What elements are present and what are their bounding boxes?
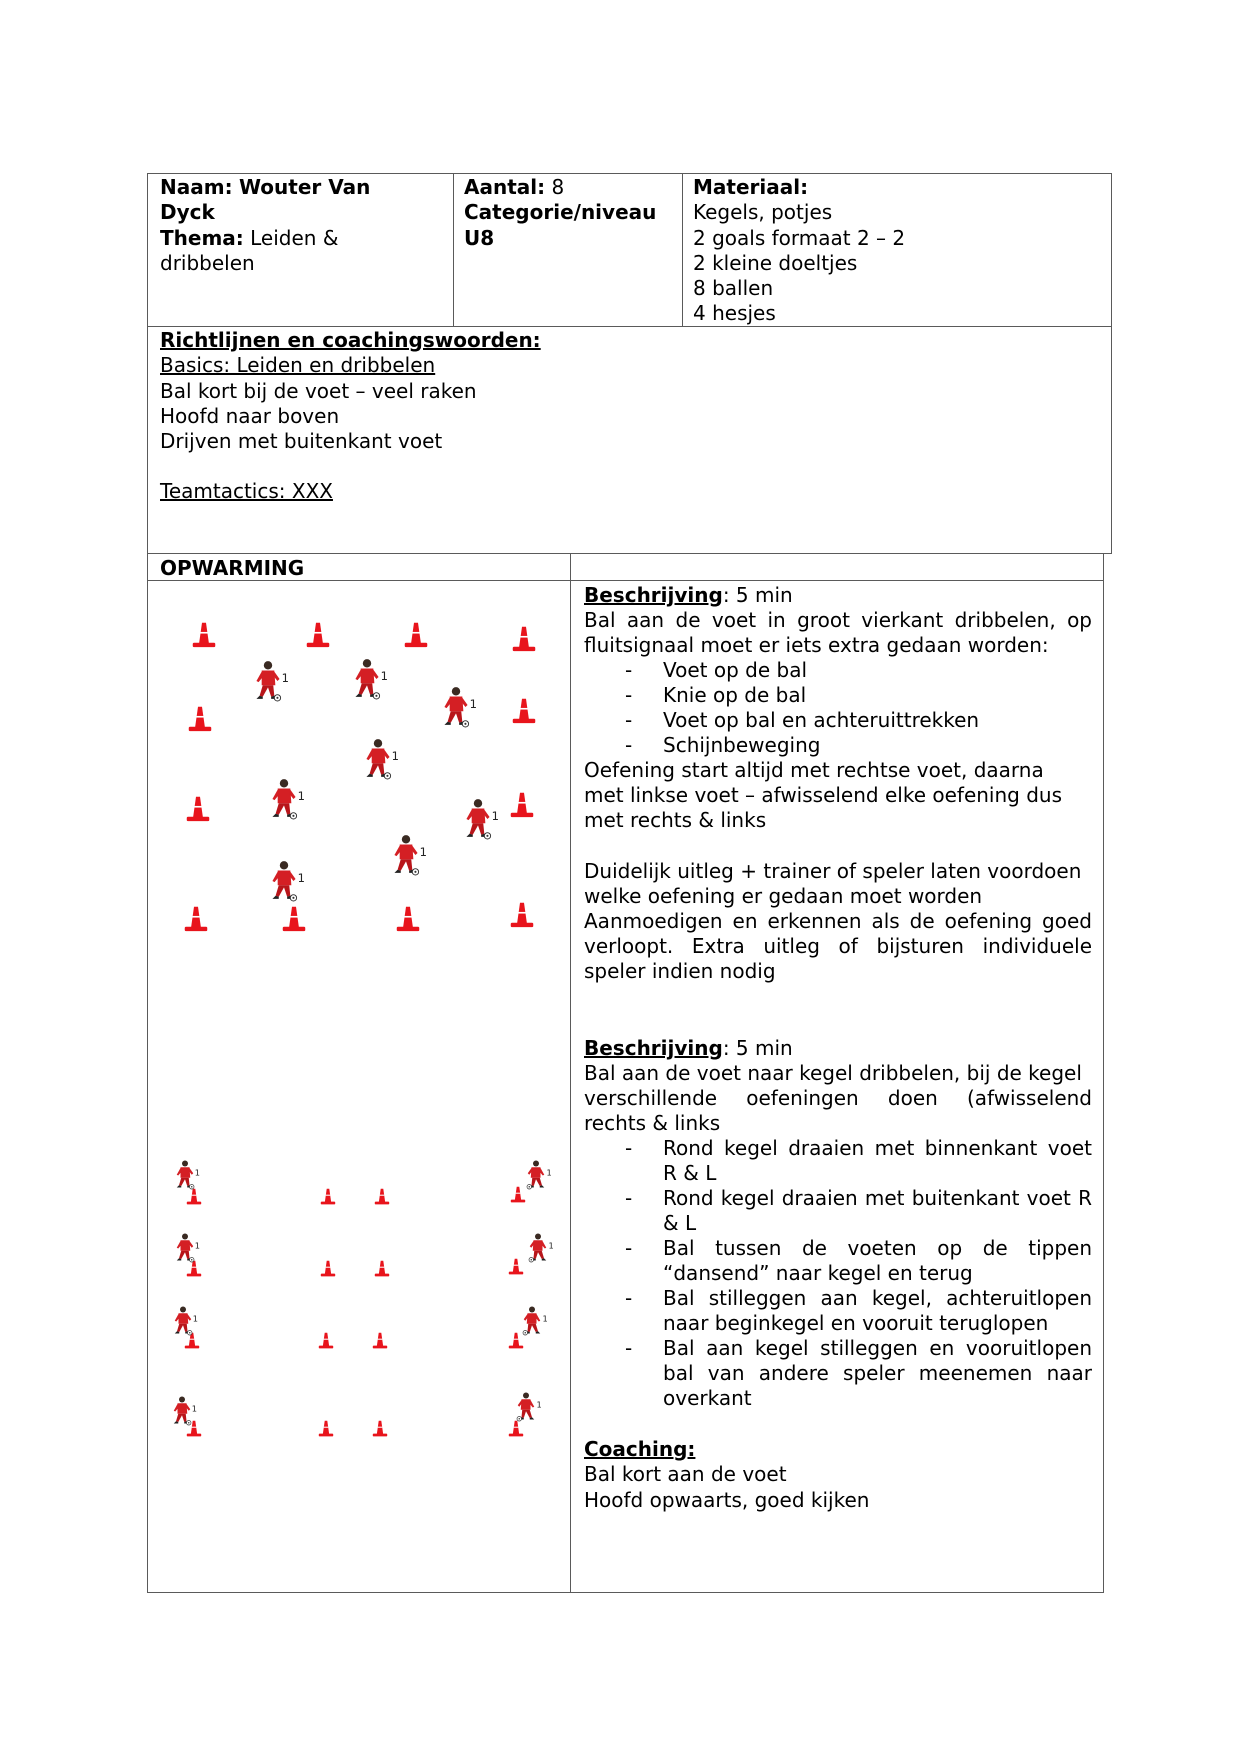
exercise2-item-cont: “dansend” naar kegel en terug (663, 1261, 973, 1285)
player-icon (177, 1234, 200, 1263)
cone-icon (511, 903, 534, 927)
cone-icon (511, 793, 534, 817)
cone-icon (185, 1333, 199, 1349)
cone-icon (283, 907, 306, 931)
thema-value: Leiden & (250, 225, 339, 250)
player-number: 1 (297, 871, 305, 886)
cone-icon (321, 1189, 335, 1205)
player-number: 1 (419, 845, 427, 860)
player-icon (466, 799, 499, 839)
cone-icon (321, 1261, 335, 1277)
categorie-label: Categorie/niveau (464, 200, 657, 225)
cone-icon (405, 623, 428, 647)
exercise1-diagram (160, 600, 560, 960)
opwarming-column-divider (570, 553, 571, 1593)
richtlijn-line: Bal kort bij de voet – veel raken (160, 378, 477, 403)
cone-icon (307, 623, 330, 647)
cone-icon (513, 627, 536, 651)
categorie-value: U8 (464, 225, 495, 250)
exercise2-intro: verschillende oefeningen doen (afwisselend (584, 1086, 1092, 1110)
materiaal-label: Materiaal: (693, 175, 809, 199)
player-icon (366, 739, 399, 779)
exercise2-intro: rechts & links (584, 1111, 721, 1135)
player-icon (394, 835, 427, 875)
materiaal-item: 2 kleine doeltjes (693, 250, 858, 275)
player-number: 1 (542, 1313, 548, 1324)
exercise1-explain: speler indien nodig (584, 959, 776, 983)
player-number: 1 (297, 789, 305, 804)
richtlijnen-title: Richtlijnen en coachingswoorden: (160, 328, 541, 352)
exercise1-explain: welke oefening er gedaan moet worden (584, 884, 983, 908)
player-number: 1 (391, 749, 399, 764)
cone-icon (375, 1261, 389, 1277)
cone-icon (397, 907, 420, 931)
cone-icon (187, 797, 210, 821)
teamtactics-line: Teamtactics: XXX (160, 479, 333, 504)
player-icon (517, 1393, 542, 1422)
exercise1-explain: Duidelijk uitleg + trainer of speler laten voordoen (584, 859, 1082, 883)
player-icon (256, 661, 289, 701)
cone-icon (509, 1259, 523, 1275)
player-icon (177, 1161, 200, 1190)
exercise1-intro: Bal aan de voet in groot vierkant dribbelen, op (584, 608, 1092, 632)
player-number: 1 (192, 1313, 198, 1324)
player-number: 1 (548, 1240, 554, 1251)
player-icon (523, 1307, 548, 1336)
player-number: 1 (281, 671, 289, 686)
cone-icon (373, 1421, 387, 1437)
naam-value-cont: Dyck (160, 200, 215, 225)
exercise1-intro: fluitsignaal moet er iets extra gedaan worden: (584, 633, 1049, 657)
player-number: 1 (194, 1240, 200, 1251)
naam-cell (160, 175, 370, 276)
exercise2-item-cont: R & L (663, 1161, 717, 1185)
exercise2-label: Beschrijving (584, 1036, 723, 1060)
richtlijn-line: Drijven met buitenkant voet (160, 429, 443, 454)
exercise1-explain: verloopt. Extra uitleg of bijsturen individuele (584, 934, 1092, 958)
exercise2-item-cont: naar beginkegel en vooruit teruglopen (663, 1311, 1049, 1335)
player-number: 1 (491, 809, 499, 824)
richtlijnen-section (160, 328, 541, 505)
cone-icon (511, 1187, 525, 1203)
cone-icon (185, 907, 208, 931)
cone-icon (513, 699, 536, 723)
exercise1-label: Beschrijving (584, 583, 723, 607)
player-icon (175, 1307, 198, 1336)
thema-value-cont: dribbelen (160, 250, 255, 275)
exercise2-duration: : 5 min (722, 1036, 793, 1060)
player-icon (355, 659, 388, 699)
player-icon (527, 1161, 552, 1190)
richtlijn-line: Hoofd naar boven (160, 403, 340, 428)
exercise2-item-cont: & L (663, 1211, 697, 1235)
naam-value: Wouter Van (238, 175, 371, 199)
exercise2-item-cont: overkant (663, 1386, 752, 1410)
cone-icon (189, 707, 212, 731)
cone-icon (319, 1421, 333, 1437)
exercise1-explain: Aanmoedigen en erkennen als de oefening goed (584, 909, 1092, 933)
player-icon (272, 779, 305, 819)
cone-icon (187, 1189, 201, 1205)
materiaal-item: Kegels, potjes (693, 200, 833, 225)
player-number: 1 (469, 697, 477, 712)
aantal-label: Aantal: (464, 175, 546, 199)
coaching-line: Hoofd opwaarts, goed kijken (584, 1487, 870, 1512)
exercise1-after: met rechts & links (584, 808, 767, 832)
aantal-cell (464, 175, 656, 251)
player-number: 1 (191, 1403, 197, 1414)
thema-label: Thema: (160, 225, 244, 250)
basics-line: Basics: Leiden en dribbelen (160, 353, 436, 378)
exercise2-item-cont: bal van andere speler meenemen naar (663, 1361, 1092, 1385)
cone-icon (375, 1189, 389, 1205)
header-divider-1 (453, 173, 454, 327)
player-number: 1 (194, 1167, 200, 1178)
player-icon (272, 861, 305, 901)
player-number: 1 (380, 669, 388, 684)
coaching-label: Coaching: (584, 1437, 696, 1461)
naam-label: Naam: (160, 175, 233, 199)
exercise1-after: met linkse voet – afwisselend elke oefening dus (584, 783, 1062, 807)
player-number: 1 (546, 1167, 552, 1178)
cone-icon (509, 1421, 523, 1437)
player-icon (444, 687, 477, 727)
player-icon (174, 1397, 197, 1426)
exercise2-diagram (160, 1140, 560, 1470)
materiaal-item: 4 hesjes (693, 301, 776, 326)
coaching-section (584, 1437, 869, 1513)
cone-icon (187, 1261, 201, 1277)
header-divider-2 (682, 173, 683, 327)
cone-icon (193, 623, 216, 647)
aantal-value: 8 (551, 175, 565, 199)
materiaal-item: 2 goals formaat 2 – 2 (693, 225, 906, 250)
exercise2-intro: Bal aan de voet naar kegel dribbelen, bij de kegel (584, 1061, 1082, 1085)
opwarming-title: OPWARMING (160, 556, 305, 580)
player-number: 1 (536, 1399, 542, 1410)
player-icon (529, 1234, 554, 1263)
coaching-line: Bal kort aan de voet (584, 1462, 787, 1487)
exercise1-after: Oefening start altijd met rechtse voet, daarna (584, 758, 1044, 782)
cone-icon (319, 1333, 333, 1349)
materiaal-cell (693, 175, 905, 327)
materiaal-item: 8 ballen (693, 276, 774, 301)
cone-icon (373, 1333, 387, 1349)
cone-icon (509, 1333, 523, 1349)
exercise1-duration: : 5 min (722, 583, 793, 607)
